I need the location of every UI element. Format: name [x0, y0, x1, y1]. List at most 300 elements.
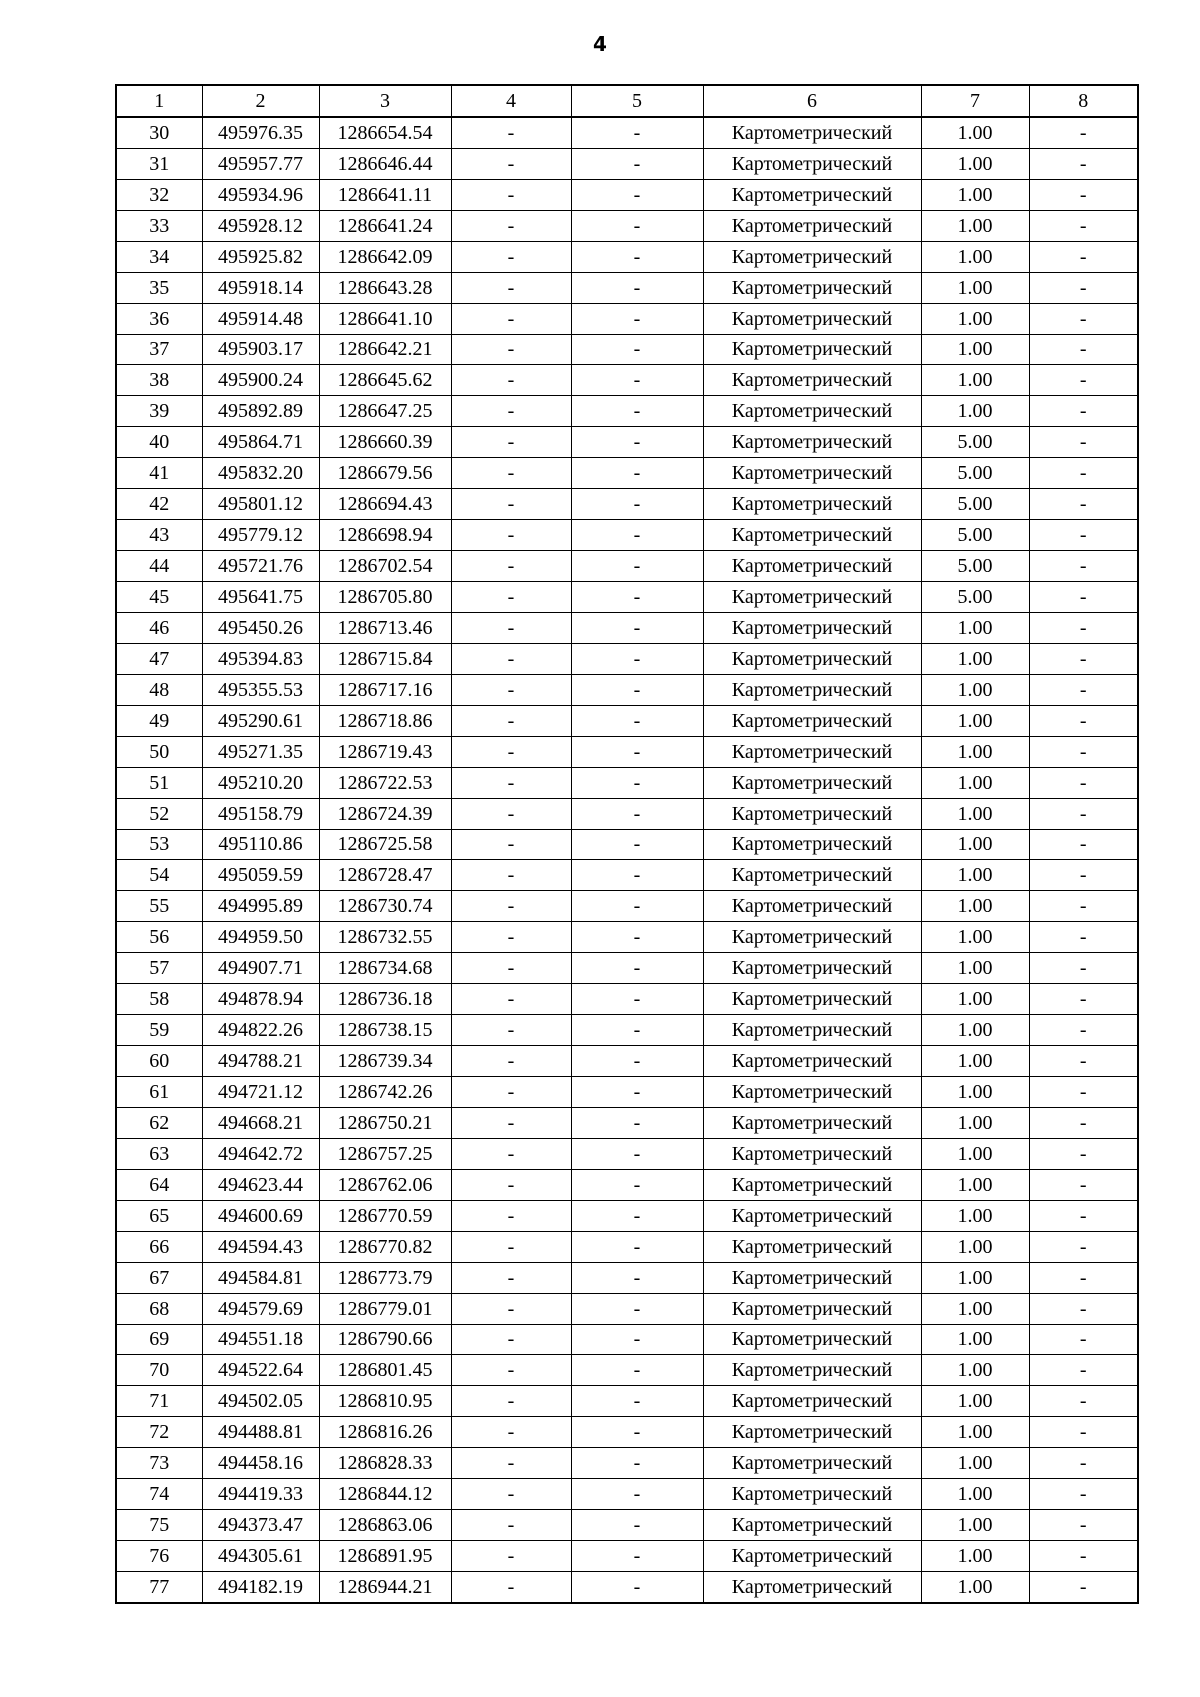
x-coordinate-cell: 495210.20 [202, 767, 319, 798]
x-coordinate-cell: 494594.43 [202, 1231, 319, 1262]
point-number-cell: 52 [116, 798, 202, 829]
col4-cell: - [451, 1541, 571, 1572]
x-coordinate-cell: 494419.33 [202, 1479, 319, 1510]
method-cell: Картометрический [703, 984, 921, 1015]
y-coordinate-cell: 1286643.28 [319, 272, 451, 303]
table-row [116, 1077, 1138, 1108]
accuracy-cell: 1.00 [921, 1046, 1029, 1077]
accuracy-cell: 5.00 [921, 520, 1029, 551]
x-coordinate-cell: 495450.26 [202, 612, 319, 643]
col4-cell: - [451, 953, 571, 984]
point-number-cell: 40 [116, 427, 202, 458]
method-cell: Картометрический [703, 1046, 921, 1077]
col8-cell: - [1029, 798, 1138, 829]
y-coordinate-cell: 1286725.58 [319, 829, 451, 860]
method-cell: Картометрический [703, 396, 921, 427]
x-coordinate-cell: 494642.72 [202, 1138, 319, 1169]
y-coordinate-cell: 1286718.86 [319, 705, 451, 736]
col4-cell: - [451, 582, 571, 613]
table-row [116, 179, 1138, 210]
col8-cell: - [1029, 891, 1138, 922]
col4-cell: - [451, 767, 571, 798]
method-cell: Картометрический [703, 1324, 921, 1355]
x-coordinate-cell: 494600.69 [202, 1200, 319, 1231]
method-cell: Картометрический [703, 1386, 921, 1417]
x-coordinate-cell: 495271.35 [202, 736, 319, 767]
accuracy-cell: 1.00 [921, 241, 1029, 272]
x-coordinate-cell: 495059.59 [202, 860, 319, 891]
col4-cell: - [451, 922, 571, 953]
point-number-cell: 54 [116, 860, 202, 891]
method-cell: Картометрический [703, 210, 921, 241]
y-coordinate-cell: 1286641.11 [319, 179, 451, 210]
col5-cell: - [571, 396, 703, 427]
col5-cell: - [571, 1169, 703, 1200]
table-body [116, 117, 1138, 1603]
point-number-cell: 45 [116, 582, 202, 613]
y-coordinate-cell: 1286722.53 [319, 767, 451, 798]
table-row [116, 1355, 1138, 1386]
method-cell: Картометрический [703, 1355, 921, 1386]
col4-cell: - [451, 1138, 571, 1169]
point-number-cell: 70 [116, 1355, 202, 1386]
method-cell: Картометрический [703, 117, 921, 148]
col8-cell: - [1029, 1231, 1138, 1262]
column-header: 5 [571, 85, 703, 117]
accuracy-cell: 1.00 [921, 922, 1029, 953]
accuracy-cell: 1.00 [921, 829, 1029, 860]
col8-cell: - [1029, 1046, 1138, 1077]
table-row [116, 582, 1138, 613]
accuracy-cell: 1.00 [921, 117, 1029, 148]
table-row [116, 551, 1138, 582]
y-coordinate-cell: 1286717.16 [319, 674, 451, 705]
method-cell: Картометрический [703, 148, 921, 179]
col8-cell: - [1029, 1324, 1138, 1355]
x-coordinate-cell: 494488.81 [202, 1417, 319, 1448]
x-coordinate-cell: 495976.35 [202, 117, 319, 148]
table-row [116, 241, 1138, 272]
y-coordinate-cell: 1286739.34 [319, 1046, 451, 1077]
col5-cell: - [571, 1138, 703, 1169]
x-coordinate-cell: 495721.76 [202, 551, 319, 582]
point-number-cell: 34 [116, 241, 202, 272]
x-coordinate-cell: 495801.12 [202, 489, 319, 520]
col8-cell: - [1029, 582, 1138, 613]
accuracy-cell: 1.00 [921, 1138, 1029, 1169]
x-coordinate-cell: 495914.48 [202, 303, 319, 334]
table-row [116, 1417, 1138, 1448]
col5-cell: - [571, 1015, 703, 1046]
point-number-cell: 67 [116, 1262, 202, 1293]
col5-cell: - [571, 1046, 703, 1077]
col5-cell: - [571, 1572, 703, 1603]
table-row [116, 798, 1138, 829]
table-row [116, 458, 1138, 489]
point-number-cell: 46 [116, 612, 202, 643]
col8-cell: - [1029, 612, 1138, 643]
accuracy-cell: 5.00 [921, 551, 1029, 582]
col8-cell: - [1029, 922, 1138, 953]
y-coordinate-cell: 1286810.95 [319, 1386, 451, 1417]
col4-cell: - [451, 860, 571, 891]
point-number-cell: 68 [116, 1293, 202, 1324]
col8-cell: - [1029, 458, 1138, 489]
col4-cell: - [451, 1510, 571, 1541]
x-coordinate-cell: 495864.71 [202, 427, 319, 458]
method-cell: Картометрический [703, 798, 921, 829]
table-row [116, 736, 1138, 767]
column-header: 7 [921, 85, 1029, 117]
accuracy-cell: 1.00 [921, 736, 1029, 767]
col4-cell: - [451, 1015, 571, 1046]
col4-cell: - [451, 984, 571, 1015]
col5-cell: - [571, 1231, 703, 1262]
accuracy-cell: 1.00 [921, 1293, 1029, 1324]
accuracy-cell: 1.00 [921, 1231, 1029, 1262]
table-row [116, 1510, 1138, 1541]
col8-cell: - [1029, 551, 1138, 582]
page-number: 4 [593, 32, 607, 56]
point-number-cell: 63 [116, 1138, 202, 1169]
col8-cell: - [1029, 674, 1138, 705]
col5-cell: - [571, 303, 703, 334]
point-number-cell: 33 [116, 210, 202, 241]
point-number-cell: 38 [116, 365, 202, 396]
table-row [116, 984, 1138, 1015]
col4-cell: - [451, 829, 571, 860]
x-coordinate-cell: 495158.79 [202, 798, 319, 829]
col4-cell: - [451, 1448, 571, 1479]
col4-cell: - [451, 520, 571, 551]
accuracy-cell: 1.00 [921, 891, 1029, 922]
col5-cell: - [571, 1541, 703, 1572]
col5-cell: - [571, 179, 703, 210]
point-number-cell: 48 [116, 674, 202, 705]
x-coordinate-cell: 494721.12 [202, 1077, 319, 1108]
y-coordinate-cell: 1286944.21 [319, 1572, 451, 1603]
method-cell: Картометрический [703, 1572, 921, 1603]
point-number-cell: 55 [116, 891, 202, 922]
accuracy-cell: 1.00 [921, 860, 1029, 891]
col5-cell: - [571, 520, 703, 551]
method-cell: Картометрический [703, 612, 921, 643]
col8-cell: - [1029, 179, 1138, 210]
method-cell: Картометрический [703, 303, 921, 334]
col8-cell: - [1029, 396, 1138, 427]
table-row [116, 520, 1138, 551]
y-coordinate-cell: 1286645.62 [319, 365, 451, 396]
y-coordinate-cell: 1286828.33 [319, 1448, 451, 1479]
col5-cell: - [571, 427, 703, 458]
accuracy-cell: 1.00 [921, 674, 1029, 705]
col4-cell: - [451, 612, 571, 643]
col5-cell: - [571, 1355, 703, 1386]
accuracy-cell: 5.00 [921, 582, 1029, 613]
col5-cell: - [571, 582, 703, 613]
method-cell: Картометрический [703, 1077, 921, 1108]
y-coordinate-cell: 1286779.01 [319, 1293, 451, 1324]
point-number-cell: 64 [116, 1169, 202, 1200]
col8-cell: - [1029, 767, 1138, 798]
y-coordinate-cell: 1286713.46 [319, 612, 451, 643]
col4-cell: - [451, 365, 571, 396]
col5-cell: - [571, 1293, 703, 1324]
col4-cell: - [451, 272, 571, 303]
x-coordinate-cell: 494788.21 [202, 1046, 319, 1077]
col5-cell: - [571, 1417, 703, 1448]
table-row [116, 1107, 1138, 1138]
y-coordinate-cell: 1286647.25 [319, 396, 451, 427]
col5-cell: - [571, 365, 703, 396]
x-coordinate-cell: 494373.47 [202, 1510, 319, 1541]
y-coordinate-cell: 1286646.44 [319, 148, 451, 179]
y-coordinate-cell: 1286757.25 [319, 1138, 451, 1169]
y-coordinate-cell: 1286660.39 [319, 427, 451, 458]
table-row [116, 612, 1138, 643]
method-cell: Картометрический [703, 1293, 921, 1324]
method-cell: Картометрический [703, 1015, 921, 1046]
point-number-cell: 39 [116, 396, 202, 427]
col8-cell: - [1029, 427, 1138, 458]
col8-cell: - [1029, 1572, 1138, 1603]
point-number-cell: 62 [116, 1107, 202, 1138]
col5-cell: - [571, 643, 703, 674]
point-number-cell: 43 [116, 520, 202, 551]
method-cell: Картометрический [703, 427, 921, 458]
point-number-cell: 69 [116, 1324, 202, 1355]
point-number-cell: 41 [116, 458, 202, 489]
y-coordinate-cell: 1286844.12 [319, 1479, 451, 1510]
point-number-cell: 36 [116, 303, 202, 334]
x-coordinate-cell: 495779.12 [202, 520, 319, 551]
method-cell: Картометрический [703, 767, 921, 798]
col8-cell: - [1029, 334, 1138, 365]
point-number-cell: 60 [116, 1046, 202, 1077]
table-row [116, 705, 1138, 736]
accuracy-cell: 1.00 [921, 1169, 1029, 1200]
accuracy-cell: 1.00 [921, 210, 1029, 241]
column-header: 3 [319, 85, 451, 117]
column-header: 6 [703, 85, 921, 117]
col4-cell: - [451, 705, 571, 736]
y-coordinate-cell: 1286702.54 [319, 551, 451, 582]
method-cell: Картометрический [703, 1169, 921, 1200]
column-header: 1 [116, 85, 202, 117]
col5-cell: - [571, 458, 703, 489]
x-coordinate-cell: 494959.50 [202, 922, 319, 953]
x-coordinate-cell: 495394.83 [202, 643, 319, 674]
col5-cell: - [571, 922, 703, 953]
accuracy-cell: 1.00 [921, 612, 1029, 643]
x-coordinate-cell: 495928.12 [202, 210, 319, 241]
col4-cell: - [451, 1324, 571, 1355]
col8-cell: - [1029, 1541, 1138, 1572]
x-coordinate-cell: 495900.24 [202, 365, 319, 396]
x-coordinate-cell: 495832.20 [202, 458, 319, 489]
y-coordinate-cell: 1286734.68 [319, 953, 451, 984]
point-number-cell: 35 [116, 272, 202, 303]
col5-cell: - [571, 953, 703, 984]
col5-cell: - [571, 210, 703, 241]
point-number-cell: 44 [116, 551, 202, 582]
point-number-cell: 59 [116, 1015, 202, 1046]
method-cell: Картометрический [703, 582, 921, 613]
table-row [116, 1200, 1138, 1231]
x-coordinate-cell: 495355.53 [202, 674, 319, 705]
table-row [116, 674, 1138, 705]
col4-cell: - [451, 1107, 571, 1138]
accuracy-cell: 1.00 [921, 1572, 1029, 1603]
accuracy-cell: 1.00 [921, 643, 1029, 674]
col8-cell: - [1029, 241, 1138, 272]
point-number-cell: 57 [116, 953, 202, 984]
method-cell: Картометрический [703, 458, 921, 489]
accuracy-cell: 1.00 [921, 396, 1029, 427]
col4-cell: - [451, 1355, 571, 1386]
col5-cell: - [571, 334, 703, 365]
col8-cell: - [1029, 860, 1138, 891]
method-cell: Картометрический [703, 674, 921, 705]
method-cell: Картометрический [703, 272, 921, 303]
point-number-cell: 58 [116, 984, 202, 1015]
y-coordinate-cell: 1286654.54 [319, 117, 451, 148]
col5-cell: - [571, 1200, 703, 1231]
col5-cell: - [571, 1479, 703, 1510]
x-coordinate-cell: 494458.16 [202, 1448, 319, 1479]
method-cell: Картометрический [703, 1138, 921, 1169]
y-coordinate-cell: 1286736.18 [319, 984, 451, 1015]
y-coordinate-cell: 1286728.47 [319, 860, 451, 891]
y-coordinate-cell: 1286642.21 [319, 334, 451, 365]
col8-cell: - [1029, 1077, 1138, 1108]
y-coordinate-cell: 1286724.39 [319, 798, 451, 829]
col4-cell: - [451, 798, 571, 829]
col4-cell: - [451, 241, 571, 272]
accuracy-cell: 1.00 [921, 1541, 1029, 1572]
x-coordinate-cell: 494668.21 [202, 1107, 319, 1138]
col8-cell: - [1029, 1386, 1138, 1417]
table-row [116, 396, 1138, 427]
method-cell: Картометрический [703, 891, 921, 922]
col8-cell: - [1029, 736, 1138, 767]
col4-cell: - [451, 1293, 571, 1324]
col4-cell: - [451, 1231, 571, 1262]
col5-cell: - [571, 148, 703, 179]
method-cell: Картометрический [703, 643, 921, 674]
x-coordinate-cell: 495934.96 [202, 179, 319, 210]
x-coordinate-cell: 494878.94 [202, 984, 319, 1015]
point-number-cell: 77 [116, 1572, 202, 1603]
accuracy-cell: 1.00 [921, 1077, 1029, 1108]
accuracy-cell: 1.00 [921, 334, 1029, 365]
col8-cell: - [1029, 210, 1138, 241]
accuracy-cell: 1.00 [921, 705, 1029, 736]
col8-cell: - [1029, 1293, 1138, 1324]
y-coordinate-cell: 1286816.26 [319, 1417, 451, 1448]
table-row [116, 1448, 1138, 1479]
col8-cell: - [1029, 1138, 1138, 1169]
x-coordinate-cell: 494305.61 [202, 1541, 319, 1572]
table-row [116, 1015, 1138, 1046]
method-cell: Картометрический [703, 1417, 921, 1448]
col5-cell: - [571, 767, 703, 798]
point-number-cell: 76 [116, 1541, 202, 1572]
x-coordinate-cell: 494579.69 [202, 1293, 319, 1324]
table-row [116, 1046, 1138, 1077]
point-number-cell: 30 [116, 117, 202, 148]
table-row [116, 117, 1138, 148]
accuracy-cell: 5.00 [921, 427, 1029, 458]
col5-cell: - [571, 1510, 703, 1541]
col4-cell: - [451, 1479, 571, 1510]
point-number-cell: 42 [116, 489, 202, 520]
accuracy-cell: 1.00 [921, 1386, 1029, 1417]
accuracy-cell: 1.00 [921, 1324, 1029, 1355]
col5-cell: - [571, 1448, 703, 1479]
y-coordinate-cell: 1286641.10 [319, 303, 451, 334]
accuracy-cell: 1.00 [921, 1200, 1029, 1231]
col8-cell: - [1029, 303, 1138, 334]
col5-cell: - [571, 1386, 703, 1417]
point-number-cell: 56 [116, 922, 202, 953]
method-cell: Картометрический [703, 489, 921, 520]
point-number-cell: 49 [116, 705, 202, 736]
method-cell: Картометрический [703, 1541, 921, 1572]
method-cell: Картометрический [703, 922, 921, 953]
accuracy-cell: 1.00 [921, 984, 1029, 1015]
col8-cell: - [1029, 1417, 1138, 1448]
col4-cell: - [451, 1200, 571, 1231]
y-coordinate-cell: 1286738.15 [319, 1015, 451, 1046]
table-row [116, 148, 1138, 179]
col4-cell: - [451, 148, 571, 179]
column-header: 2 [202, 85, 319, 117]
accuracy-cell: 5.00 [921, 489, 1029, 520]
col8-cell: - [1029, 1510, 1138, 1541]
method-cell: Картометрический [703, 736, 921, 767]
col4-cell: - [451, 674, 571, 705]
point-number-cell: 61 [116, 1077, 202, 1108]
table-row [116, 334, 1138, 365]
col8-cell: - [1029, 643, 1138, 674]
y-coordinate-cell: 1286719.43 [319, 736, 451, 767]
table-row [116, 210, 1138, 241]
col4-cell: - [451, 1046, 571, 1077]
point-number-cell: 73 [116, 1448, 202, 1479]
y-coordinate-cell: 1286698.94 [319, 520, 451, 551]
method-cell: Картометрический [703, 179, 921, 210]
table-row [116, 891, 1138, 922]
table-row [116, 1324, 1138, 1355]
col4-cell: - [451, 303, 571, 334]
table-row [116, 489, 1138, 520]
y-coordinate-cell: 1286773.79 [319, 1262, 451, 1293]
y-coordinate-cell: 1286863.06 [319, 1510, 451, 1541]
x-coordinate-cell: 494623.44 [202, 1169, 319, 1200]
col8-cell: - [1029, 953, 1138, 984]
point-number-cell: 71 [116, 1386, 202, 1417]
y-coordinate-cell: 1286801.45 [319, 1355, 451, 1386]
col8-cell: - [1029, 520, 1138, 551]
accuracy-cell: 1.00 [921, 1417, 1029, 1448]
col8-cell: - [1029, 1355, 1138, 1386]
col4-cell: - [451, 643, 571, 674]
y-coordinate-cell: 1286891.95 [319, 1541, 451, 1572]
method-cell: Картометрический [703, 1231, 921, 1262]
table-row [116, 272, 1138, 303]
method-cell: Картометрический [703, 551, 921, 582]
